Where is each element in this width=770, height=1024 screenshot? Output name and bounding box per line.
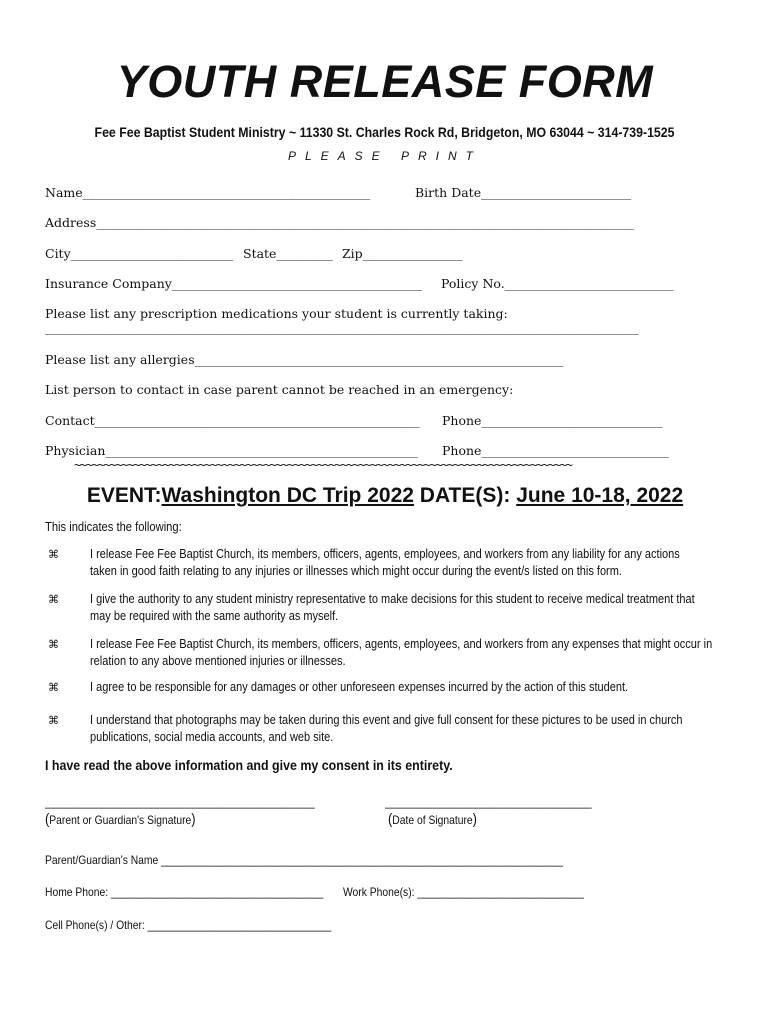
consent-statement: I have read the above information and give my consent in its entirety.	[45, 758, 453, 773]
guardian-name-field[interactable]: Parent/Guardian's Name ______________________________________________________________________	[45, 853, 563, 867]
insurance-field[interactable]: Insurance Company________________________________________	[45, 276, 422, 291]
signature-line[interactable]: _______________________________________________	[45, 795, 315, 809]
term-text: I give the authority to any student ministry representative to make decisions for this student to receive medical treatment that may be required with the same authority as myself.	[90, 592, 695, 623]
dates-value: June 10-18, 2022	[516, 484, 684, 507]
please-print-note: PLEASE PRINT	[287, 149, 483, 163]
allergies-field[interactable]: Please list any allergies___________________________________________________________	[45, 352, 564, 367]
star-bullet-icon: ⌘	[48, 548, 59, 561]
star-bullet-icon: ⌘	[48, 681, 59, 694]
page-title: YOUTH RELEASE FORM	[116, 56, 654, 107]
medications-prompt: Please list any prescription medications your student is currently taking:	[45, 306, 508, 321]
date-label: (Date of Signature)	[388, 811, 477, 828]
policy-field[interactable]: Policy No.___________________________	[441, 276, 674, 291]
zip-field[interactable]: Zip________________	[342, 246, 463, 261]
organization-info: Fee Fee Baptist Student Ministry ~ 11330 St. Charles Rock Rd, Bridgeton, MO 63044 ~ 314-739-1525	[95, 124, 675, 140]
signature-label: (Parent or Guardian's Signature)	[45, 811, 196, 828]
dates-label: DATE(S):	[419, 484, 511, 507]
address-field[interactable]: Address______________________________________________________________________________________	[45, 215, 634, 230]
work-phone-field[interactable]: Work Phone(s): _____________________________	[343, 885, 584, 899]
medications-line[interactable]: _______________________________________________________________________________________________	[45, 320, 639, 335]
term-text: I agree to be responsible for any damages or other unforeseen expenses incurred by the action of this student.	[90, 680, 629, 694]
physician-phone-field[interactable]: Phone______________________________	[442, 443, 669, 458]
terms-intro: This indicates the following:	[45, 519, 182, 534]
star-bullet-icon: ⌘	[48, 593, 59, 606]
term-text: I understand that photographs may be taken during this event and give full consent for these pictures to be used in church publications, social media accounts, and web site.	[90, 713, 683, 744]
state-field[interactable]: State_________	[243, 246, 333, 261]
cell-phone-field[interactable]: Cell Phone(s) / Other: ________________________________	[45, 918, 332, 932]
term-text: I release Fee Fee Baptist Church, its members, officers, agents, employees, and workers from any liability for any actions taken in good faith relating to any injuries or illnesses which might occur during the event/s listed on this form.	[90, 547, 680, 578]
physician-field[interactable]: Physician__________________________________________________	[45, 443, 418, 458]
event-label: EVENT:	[86, 484, 162, 507]
birth-date-field[interactable]: Birth Date________________________	[415, 185, 632, 200]
emergency-contact-prompt: List person to contact in case parent cannot be reached in an emergency:	[45, 382, 514, 397]
tilde-divider: ~~~~~~~~~~~~~~~~~~~~~~~~~~~~~~~~~~~~~~~~~~~~~~~~~~~~~~~~~~~~~~~~~~~~~~~~~~~~~~~~~~~~	[74, 458, 572, 472]
contact-phone-field[interactable]: Phone_____________________________	[442, 413, 663, 428]
home-phone-field[interactable]: Home Phone: _____________________________________	[45, 885, 324, 899]
date-line[interactable]: ____________________________________	[385, 795, 592, 809]
star-bullet-icon: ⌘	[48, 638, 59, 651]
star-bullet-icon: ⌘	[48, 714, 59, 727]
contact-field[interactable]: Contact____________________________________________________	[45, 413, 420, 428]
name-field[interactable]: Name______________________________________________	[45, 185, 371, 200]
term-text: I release Fee Fee Baptist Church, its members, officers, agents, employees, and workers from any expenses that might occur in relation to any above mentioned injuries or illnesses.	[90, 637, 713, 668]
city-field[interactable]: City__________________________	[45, 246, 234, 261]
event-name: Washington DC Trip 2022	[161, 484, 414, 507]
event-heading	[0, 484, 770, 508]
